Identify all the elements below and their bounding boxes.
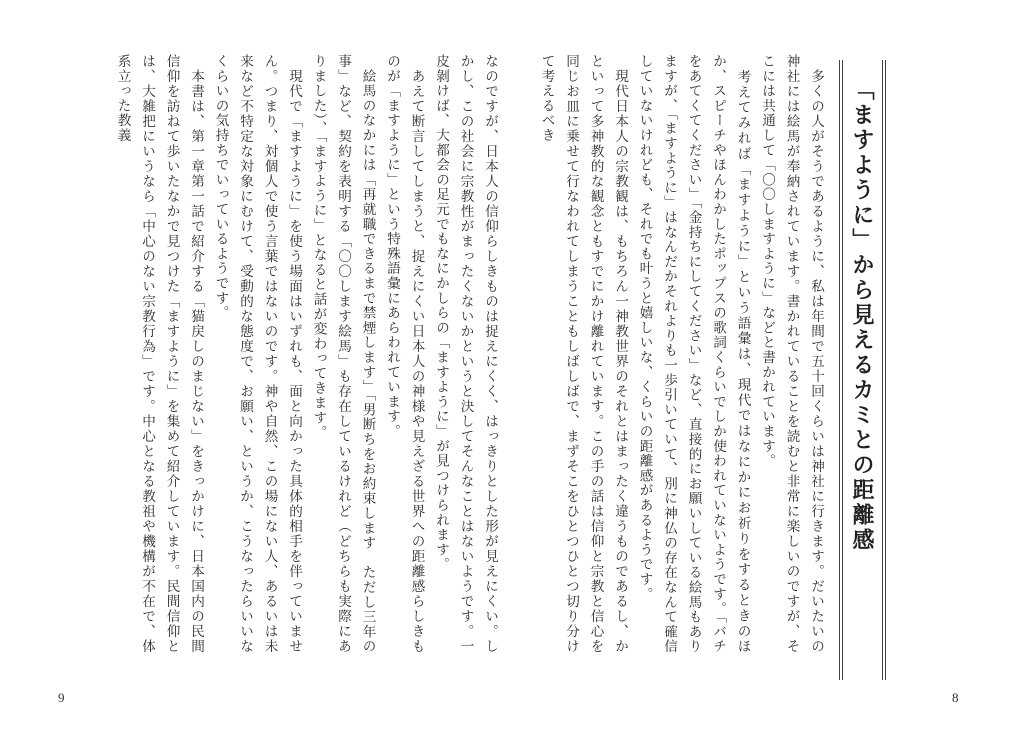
heading-rule-left-inner — [842, 60, 843, 680]
right-page — [512, 0, 1024, 752]
chapter-heading-box — [838, 60, 886, 680]
right-page-body-text: 多くの人がそうであるように、私は年間で五十回くらいは神社に行きます。だいたいの神社には絵馬が奉納されています。書かれていることを読むと非常に楽しいのですが、そこには共通して「〇〇しますように」などと書かれています。 考えてみれば「ますように」という語彙は、現代ではなにかにお祈りをするときのほか、スピーチやほんわかしたポップスの歌詞くらいでしか使われていないようです。「バチをあてくてください」「金持ちにしてください」など、直接的にお願いしている絵馬もありますが、「ますように」はなんだかそれよりも一歩引いていて、別に神仏の存在なんて確信していないけれども、それでも叶うと嬉しいな、くらいの距離感があるようです。 現代日本人の宗教観は、もちろん一神教世界のそれとはまったく違うものであるし、かといって多神教的な観念ともすでにかけ離れています。この手の話は信仰と宗教と信心を同じお皿に乗せて行なわれてしまうこともしばしばで、まずそこをひとつひとつ切り分けて考えるべき — [538, 54, 824, 654]
left-page-body-text: なのですが、日本人の信仰らしきものは捉えにくく、はっきりとした形が見えにくい。しかし、この社会に宗教性がまったくないかというと決してそんなことはないようです。一皮剝けば、大都会の足元でもなにかしらの「ますように」が見つけられます。 あえて断言してしまうと、捉えにくい日本人の神様や見えざる世界への距離感らしきものが「ますように」という特殊語彙にあらわれています。 絵馬のなかには「再就職できるまで禁煙します」「男断ちをお約束します ただし三年の事」など、契約を表明する「〇〇します絵馬」も存在しているけれど（どちらも実際にありました）、「ますように」となると話が変わってきます。 現代で「ますように」を使う場面はいずれも、面と向かった具体的相手を伴っていません。つまり、対個人で使う言葉ではないのです。神や自然、この場にない人、あるいは未来など不特定な対象にむけて、受動的な態度で、お願い、というか、こうなったらいいなくらいの気持ちでいっているようです。 本書は、第一章第一話で紹介する「猫戻しのまじない」をきっかけに、日本国内の民間信仰を訪ねて歩いたなかで見つけた「ますように」を集めて紹介しています。民間信仰とは、大雑把にいうなら「中心のない宗教行為」です。中心となる教祖や機構が不在で、体系立った教義 — [114, 54, 498, 654]
heading-rule-right — [885, 60, 886, 680]
chapter-heading: 「ますように」から見えるカミとの距離感 — [849, 78, 875, 553]
heading-rule-right-inner — [882, 60, 883, 680]
heading-rule-left — [839, 60, 840, 680]
right-page-number: 8 — [952, 690, 959, 705]
left-page-number: 9 — [58, 690, 65, 705]
